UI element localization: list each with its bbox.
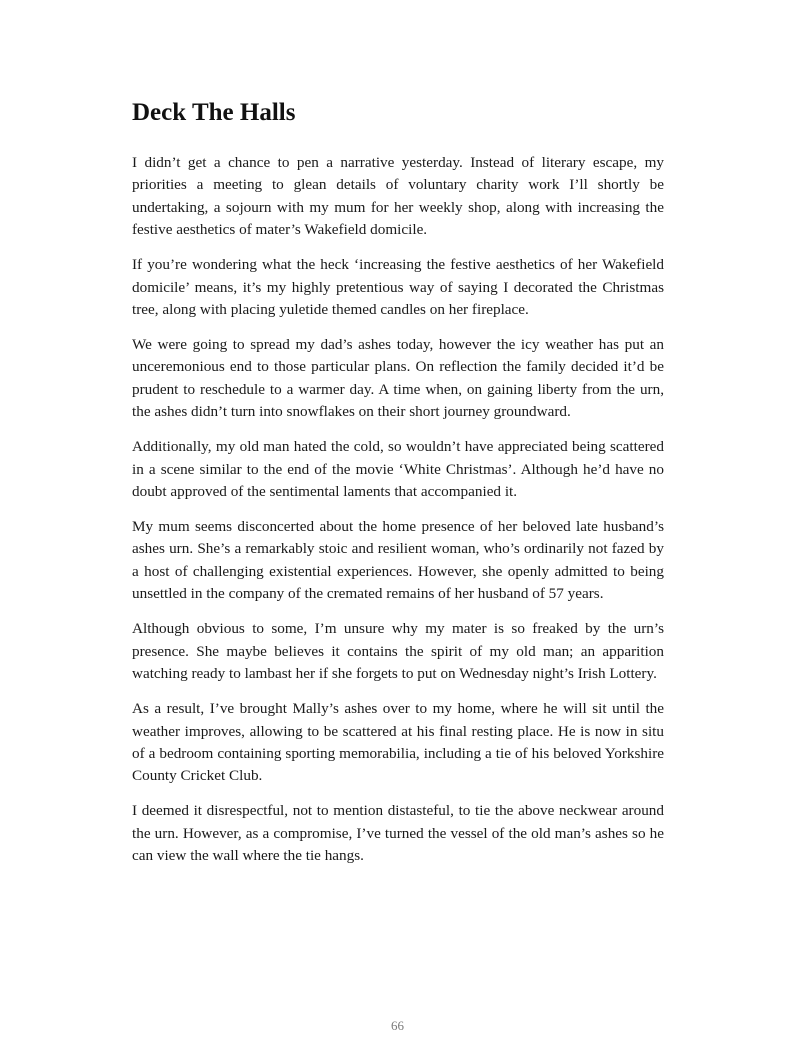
paragraph: I deemed it disrespectful, not to mention distasteful, to tie the above neckwear around the urn. However, as a compromise, I’ve turned the vessel of the old man’s ashes so he can view the wall where the tie hangs. (132, 802, 664, 865)
page-number: 66 (391, 1018, 404, 1033)
chapter-title: Deck The Halls (132, 99, 296, 126)
paragraph: We were going to spread my dad’s ashes today, however the icy weather has put an unceremonious end to those particular plans. On reflection the family decided it’d be prudent to reschedule to a warmer day. A time when, on gaining liberty from the urn, the ashes didn’t turn into snowflakes on their short journey groundward. (132, 336, 664, 421)
page-content (132, 96, 664, 880)
paragraph: Although obvious to some, I’m unsure why my mater is so freaked by the urn’s presence. She maybe believes it contains the spirit of my old man; an apparition watching ready to lambast her if she forgets to put on Wednesday night’s Irish Lottery. (132, 620, 664, 683)
paragraph: As a result, I’ve brought Mally’s ashes over to my home, where he will sit until the weather improves, allowing to be scattered at his final resting place. He is now in situ of a bedroom containing sporting memorabilia, including a tie of his beloved Yorkshire County Cricket Club. (132, 700, 664, 785)
paragraph: Additionally, my old man hated the cold, so wouldn’t have appreciated being scattered in a scene similar to the end of the movie ‘White Christmas’. Although he’d have no doubt approved of the sentimental laments that accompanied it. (132, 438, 664, 501)
paragraph: If you’re wondering what the heck ‘increasing the festive aesthetics of her Wakefield domicile’ means, it’s my highly pretentious way of saying I decorated the Christmas tree, along with placing yuletide themed candles on her fireplace. (132, 256, 664, 319)
paragraph: I didn’t get a chance to pen a narrative yesterday. Instead of literary escape, my priorities a meeting to glean details of voluntary charity work I’ll shortly be undertaking, a sojourn with my mum for her weekly shop, along with increasing the festive aesthetics of mater’s Wakefield domicile. (132, 154, 664, 239)
paragraph: My mum seems disconcerted about the home presence of her beloved late husband’s ashes urn. She’s a remarkably stoic and resilient woman, who’s ordinarily not fazed by a host of challenging existential experiences. However, she openly admitted to being unsettled in the company of the cremated remains of her husband of 57 years. (132, 518, 664, 603)
